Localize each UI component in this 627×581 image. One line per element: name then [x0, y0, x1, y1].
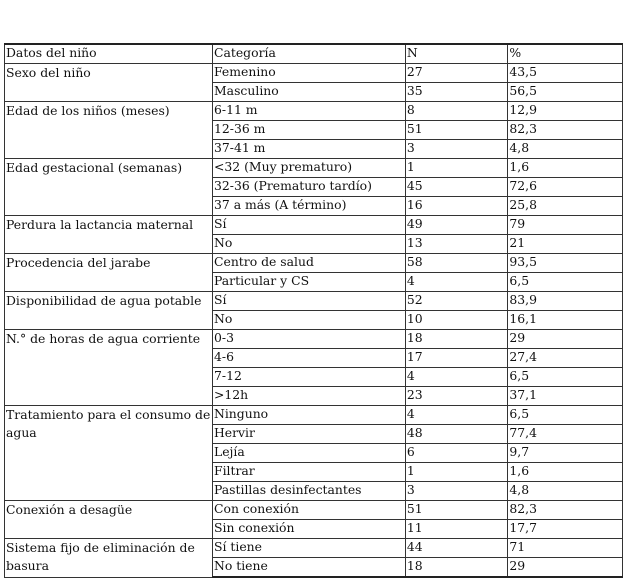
category-cell: Sí [213, 216, 406, 235]
table-row [5, 254, 623, 273]
count-cell: 10 [405, 311, 507, 330]
table-row [5, 216, 623, 235]
percent-cell: 29 [508, 558, 623, 578]
category-cell: 4-6 [213, 349, 406, 368]
table-row [5, 501, 623, 520]
count-cell: 4 [405, 273, 507, 292]
percent-cell: 37,1 [508, 387, 623, 406]
percent-cell: 12,9 [508, 102, 623, 121]
category-cell: Masculino [213, 83, 406, 102]
count-cell: 58 [405, 254, 507, 273]
table-row [5, 330, 623, 349]
category-cell: <32 (Muy prematuro) [213, 159, 406, 178]
count-cell: 8 [405, 102, 507, 121]
table-row [5, 102, 623, 121]
percent-cell: 29 [508, 330, 623, 349]
count-cell: 27 [405, 64, 507, 83]
header-cell: % [508, 44, 623, 64]
group-label-cell: Perdura la lactancia maternal [5, 216, 213, 254]
category-cell: 6-11 m [213, 102, 406, 121]
percent-cell: 56,5 [508, 83, 623, 102]
category-cell: 7-12 [213, 368, 406, 387]
percent-cell: 83,9 [508, 292, 623, 311]
header-cell: Categoría [213, 44, 406, 64]
category-cell: Centro de salud [213, 254, 406, 273]
percent-cell: 82,3 [508, 121, 623, 140]
percent-cell: 79 [508, 216, 623, 235]
count-cell: 18 [405, 330, 507, 349]
count-cell: 52 [405, 292, 507, 311]
percent-cell: 4,8 [508, 482, 623, 501]
percent-cell: 4,8 [508, 140, 623, 159]
group-label-cell: Tratamiento para el consumo de agua [5, 406, 213, 501]
count-cell: 45 [405, 178, 507, 197]
category-cell: Con conexión [213, 501, 406, 520]
table-row [5, 64, 623, 83]
count-cell: 1 [405, 463, 507, 482]
percent-cell: 93,5 [508, 254, 623, 273]
group-label-cell: N.° de horas de agua corriente [5, 330, 213, 406]
group-label-cell: Conexión a desagüe [5, 501, 213, 539]
category-cell: Lejía [213, 444, 406, 463]
group-label-cell: Edad de los niños (meses) [5, 102, 213, 159]
group-label-cell: Disponibilidad de agua potable [5, 292, 213, 330]
category-cell: 37 a más (A término) [213, 197, 406, 216]
category-cell: 32-36 (Prematuro tardío) [213, 178, 406, 197]
percent-cell: 9,7 [508, 444, 623, 463]
count-cell: 18 [405, 558, 507, 578]
table-row [5, 539, 623, 558]
category-cell: 12-36 m [213, 121, 406, 140]
category-cell: No [213, 235, 406, 254]
group-label-cell: Procedencia del jarabe [5, 254, 213, 292]
category-cell: 0-3 [213, 330, 406, 349]
percent-cell: 1,6 [508, 463, 623, 482]
group-label-cell: Sexo del niño [5, 64, 213, 102]
count-cell: 4 [405, 368, 507, 387]
count-cell: 4 [405, 406, 507, 425]
table-row [5, 159, 623, 178]
percent-cell: 16,1 [508, 311, 623, 330]
percent-cell: 82,3 [508, 501, 623, 520]
category-cell: Ninguno [213, 406, 406, 425]
count-cell: 6 [405, 444, 507, 463]
category-cell: No [213, 311, 406, 330]
category-cell: Femenino [213, 64, 406, 83]
group-label-cell: Edad gestacional (semanas) [5, 159, 213, 216]
count-cell: 3 [405, 482, 507, 501]
percent-cell: 6,5 [508, 406, 623, 425]
percent-cell: 1,6 [508, 159, 623, 178]
category-cell: Filtrar [213, 463, 406, 482]
count-cell: 13 [405, 235, 507, 254]
category-cell: Sin conexión [213, 520, 406, 539]
category-cell: Pastillas desinfectantes [213, 482, 406, 501]
category-cell: 37-41 m [213, 140, 406, 159]
category-cell: Sí tiene [213, 539, 406, 558]
count-cell: 51 [405, 501, 507, 520]
count-cell: 16 [405, 197, 507, 216]
count-cell: 35 [405, 83, 507, 102]
percent-cell: 25,8 [508, 197, 623, 216]
category-cell: Sí [213, 292, 406, 311]
count-cell: 49 [405, 216, 507, 235]
category-cell: No tiene [213, 558, 406, 578]
percent-cell: 17,7 [508, 520, 623, 539]
category-cell: Particular y CS [213, 273, 406, 292]
percent-cell: 6,5 [508, 273, 623, 292]
percent-cell: 43,5 [508, 64, 623, 83]
count-cell: 51 [405, 121, 507, 140]
count-cell: 17 [405, 349, 507, 368]
percent-cell: 21 [508, 235, 623, 254]
group-label-cell: Sistema fijo de eliminación de basura [5, 539, 213, 578]
count-cell: 23 [405, 387, 507, 406]
category-cell: >12h [213, 387, 406, 406]
percent-cell: 27,4 [508, 349, 623, 368]
count-cell: 3 [405, 140, 507, 159]
count-cell: 11 [405, 520, 507, 539]
count-cell: 1 [405, 159, 507, 178]
table-row [5, 406, 623, 425]
data-table [4, 43, 623, 578]
count-cell: 48 [405, 425, 507, 444]
count-cell: 44 [405, 539, 507, 558]
table-header-row [5, 44, 623, 64]
percent-cell: 6,5 [508, 368, 623, 387]
percent-cell: 77,4 [508, 425, 623, 444]
percent-cell: 72,6 [508, 178, 623, 197]
category-cell: Hervir [213, 425, 406, 444]
header-cell: N [405, 44, 507, 64]
header-cell: Datos del niño [5, 44, 213, 64]
percent-cell: 71 [508, 539, 623, 558]
table-row [5, 292, 623, 311]
